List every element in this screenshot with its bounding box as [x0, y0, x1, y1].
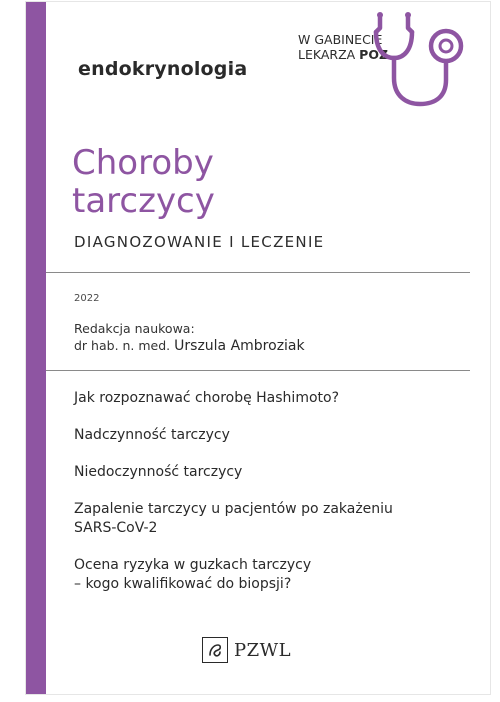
topic-item: Nadczynność tarczycy — [74, 427, 230, 443]
book-title — [72, 144, 215, 220]
divider-bottom — [46, 370, 470, 371]
book-cover — [26, 2, 490, 694]
series-line-2-prefix: LEKARZA — [298, 47, 360, 62]
stethoscope-icon — [364, 10, 484, 110]
editor-name: Urszula Ambroziak — [174, 338, 305, 354]
series-line-1: W GABINECIE — [298, 32, 383, 47]
section-label: endokrynologia — [78, 58, 248, 80]
editor-line — [74, 337, 305, 355]
topic-item: Jak rozpoznawać chorobę Hashimoto? — [74, 390, 340, 406]
cover-spine-stripe — [26, 2, 46, 694]
topic-item: Zapalenie tarczycy u pacjentów po zakażeniu SARS-CoV-2 — [74, 501, 393, 536]
publisher-name: PZWL — [234, 639, 292, 661]
publication-year: 2022 — [74, 293, 100, 304]
topic-item: Niedoczynność tarczycy — [74, 464, 243, 480]
topic-list — [74, 389, 454, 612]
book-subtitle: DIAGNOZOWANIE I LECZENIE — [74, 233, 325, 251]
series-line-2-accent: POZ — [359, 47, 389, 62]
editor-title: dr hab. n. med. — [74, 338, 175, 353]
editor-label: Redakcja naukowa: — [74, 321, 195, 336]
book-title-line-2: tarczycy — [72, 181, 215, 221]
book-title-line-1: Choroby — [72, 143, 214, 183]
publisher-logo — [202, 637, 291, 663]
topic-item: Ocena ryzyka w guzkach tarczycy – kogo kwalifikować do biopsji? — [74, 557, 312, 592]
editor-block — [74, 320, 305, 355]
divider-top — [46, 272, 470, 273]
pzwl-logo-icon — [202, 637, 228, 663]
